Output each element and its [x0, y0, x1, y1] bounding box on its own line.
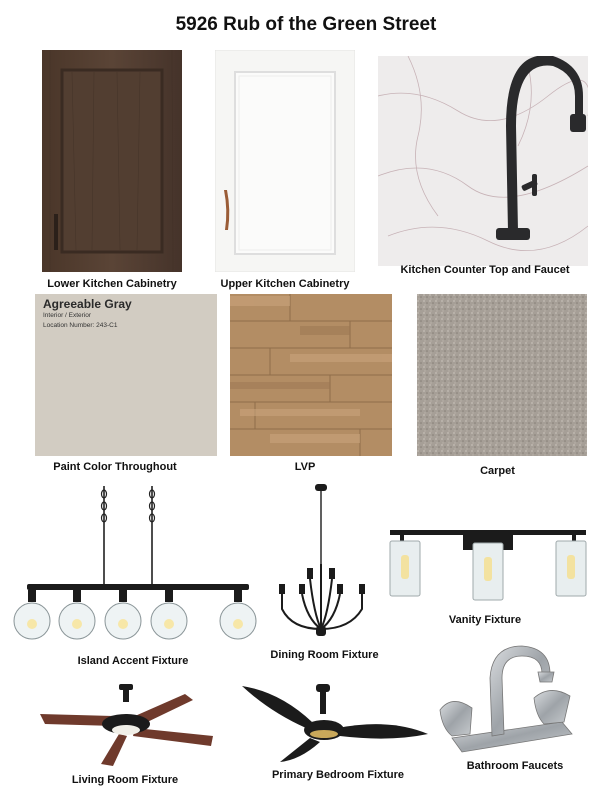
bedroom-fixture-image: [240, 682, 430, 764]
counter-faucet-image: [378, 56, 588, 266]
paint-label: Paint Color Throughout: [53, 461, 177, 473]
dining-fixture-image: [272, 484, 372, 644]
upper-cabinet-image: [215, 50, 355, 272]
paint-swatch: [35, 294, 217, 456]
bath-faucet-label: Bathroom Faucets: [466, 760, 564, 772]
living-fixture-image: [35, 684, 217, 766]
vanity-fixture-image: [388, 527, 588, 602]
counter-faucet-label: Kitchen Counter Top and Faucet: [400, 264, 570, 276]
dining-fixture-label: Dining Room Fixture: [270, 649, 379, 661]
bedroom-fixture-label: Primary Bedroom Fixture: [271, 769, 405, 781]
island-fixture-label: Island Accent Fixture: [77, 655, 189, 667]
bath-faucet-image: [432, 638, 582, 753]
carpet-label: Carpet: [480, 465, 515, 477]
paint-swatch-location: Location Number: 243-C1: [43, 322, 118, 329]
page-title: 5926 Rub of the Green Street: [175, 14, 437, 35]
island-fixture-image: [12, 486, 264, 646]
paint-swatch-use: Interior / Exterior: [43, 312, 92, 319]
vanity-fixture-label: Vanity Fixture: [448, 614, 522, 626]
lower-cabinet-label: Lower Kitchen Cabinetry: [47, 278, 177, 290]
paint-swatch-name: Agreeable Gray: [43, 297, 132, 311]
carpet-swatch: [417, 294, 587, 456]
living-fixture-label: Living Room Fixture: [71, 774, 179, 786]
upper-cabinet-label: Upper Kitchen Cabinetry: [220, 278, 350, 290]
lvp-swatch: [230, 294, 392, 456]
lower-cabinet-image: [42, 50, 182, 272]
lvp-label: LVP: [294, 461, 316, 473]
